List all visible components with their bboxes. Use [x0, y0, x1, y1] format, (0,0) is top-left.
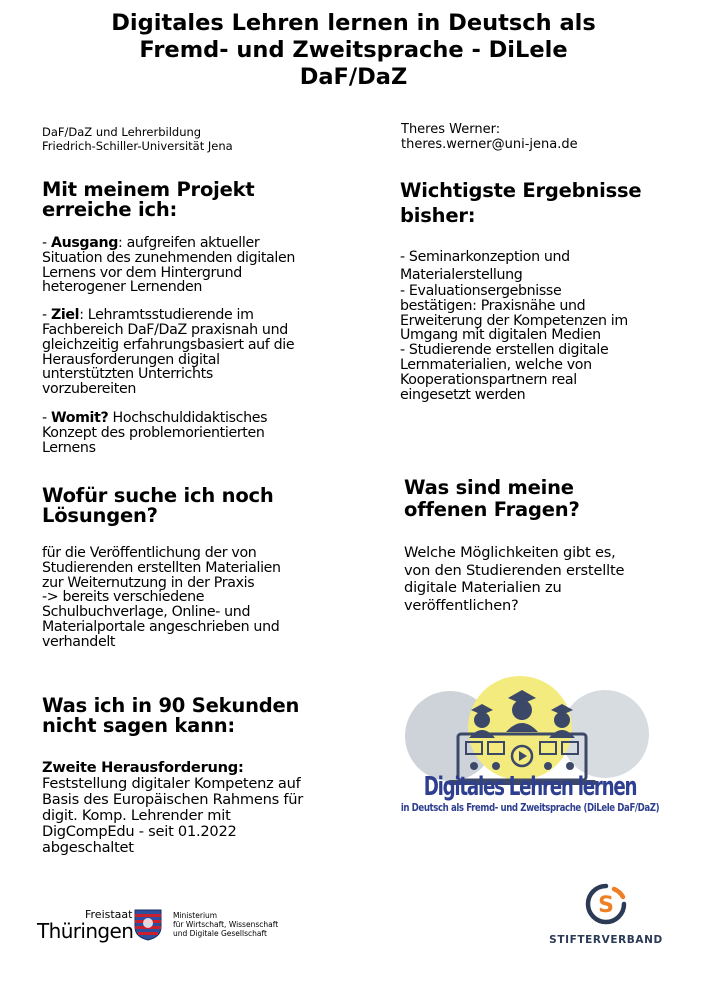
- paragraph-womit: - Womit? Hochschuldidaktisches Konzept des problemorientierten Lernens: [42, 409, 268, 456]
- section-ergebnisse: [400, 178, 690, 402]
- contact: [401, 122, 578, 152]
- crest-icon: [134, 909, 162, 941]
- thueringen-logo: [38, 906, 288, 956]
- title-line: Fremd- und Zweitsprache - DiLele: [139, 37, 568, 63]
- section-heading: Mit meinem Projekt erreiche ich:: [42, 178, 255, 221]
- section-body: Zweite Herausforderung: Feststellung digitaler Kompetenz auf Basis des Europäischen Rahmens für digit. Komp. Lehrender mit DigCompEdu - seit 01.2022 abgeschaltet: [42, 760, 372, 856]
- section-sekunden: [42, 696, 372, 856]
- section-heading: Was ich in 90 Sekunden nicht sagen kann:: [42, 694, 300, 737]
- affiliation: [42, 126, 233, 153]
- subheading: Zweite Herausforderung:: [42, 759, 244, 776]
- section-body: für die Veröffentlichung der von Studierenden erstellten Materialien zur Weiternutzung in der Praxis -> bereits verschiedene Schulbuchverlage, Online- und Materialportale angeschrieben und verhandelt: [42, 545, 281, 650]
- stifterverband-logo: [548, 882, 668, 952]
- dilele-logo: [370, 676, 690, 826]
- svg-text:S: S: [598, 893, 614, 918]
- contact-name: Theres Werner:: [401, 122, 501, 137]
- section-body: Welche Möglichkeiten gibt es, von den Studierenden erstellte digitale Materialien zu veröffentlichen?: [404, 544, 625, 614]
- section-body: - Seminarkonzeption und Materialerstellung - Evaluationsergebnisse bestätigen: Praxisnähe und Erweiterung der Kompetenzen im Umgang mit digitalen Medien - Studierende erstellen digitale Lernmaterialien, welche von Kooperationspartnern real eingesetzt werden: [400, 249, 628, 403]
- section-heading: Wofür suche ich noch Lösungen?: [42, 484, 274, 527]
- affiliation-line: Friedrich-Schiller-Universität Jena: [42, 138, 233, 153]
- logo-subtitle: in Deutsch als Fremd- und Zweitsprache (DiLele DaF/DaZ): [400, 802, 660, 814]
- paragraph-ausgang: - Ausgang: aufgreifen aktueller Situation des zunehmenden digitalen Lernens vor dem Hintergrund heterogener Lernenden: [42, 235, 296, 296]
- logo-title: Digitales Lehren lernen: [423, 772, 637, 802]
- thueringen-label: Thüringen: [37, 919, 134, 943]
- contact-email[interactable]: theres.werner@uni-jena.de: [401, 137, 578, 152]
- paragraph-ziel: - Ziel: Lehramtsstudierende im Fachbereich DaF/DaZ praxisnah und gleichzeitig erfahrungsbasiert auf die Herausforderungen digital unterstützten Unterrichts vorzubereiten: [42, 307, 295, 398]
- affiliation-line: DaF/DaZ und Lehrerbildung: [42, 125, 202, 139]
- section-body: [42, 236, 372, 455]
- section-projekt: [42, 180, 372, 469]
- title-line: Digitales Lehren lernen in Deutsch als: [111, 10, 596, 36]
- section-fragen: [404, 477, 694, 614]
- stifterverband-label: STIFTERVERBAND: [549, 934, 663, 946]
- title-line: DaF/DaZ: [299, 64, 408, 90]
- freistaat-label: Freistaat: [85, 908, 133, 921]
- page-title: [0, 10, 707, 91]
- section-heading: Wichtigste Ergebnisse bisher:: [400, 179, 642, 227]
- section-heading: Was sind meine offenen Fragen?: [404, 476, 580, 521]
- stifterverband-icon: [584, 882, 628, 926]
- ministerium-label: Ministerium für Wirtschaft, Wissenschaft und Digitale Gesellschaft: [173, 911, 279, 938]
- section-loesungen: [42, 486, 372, 650]
